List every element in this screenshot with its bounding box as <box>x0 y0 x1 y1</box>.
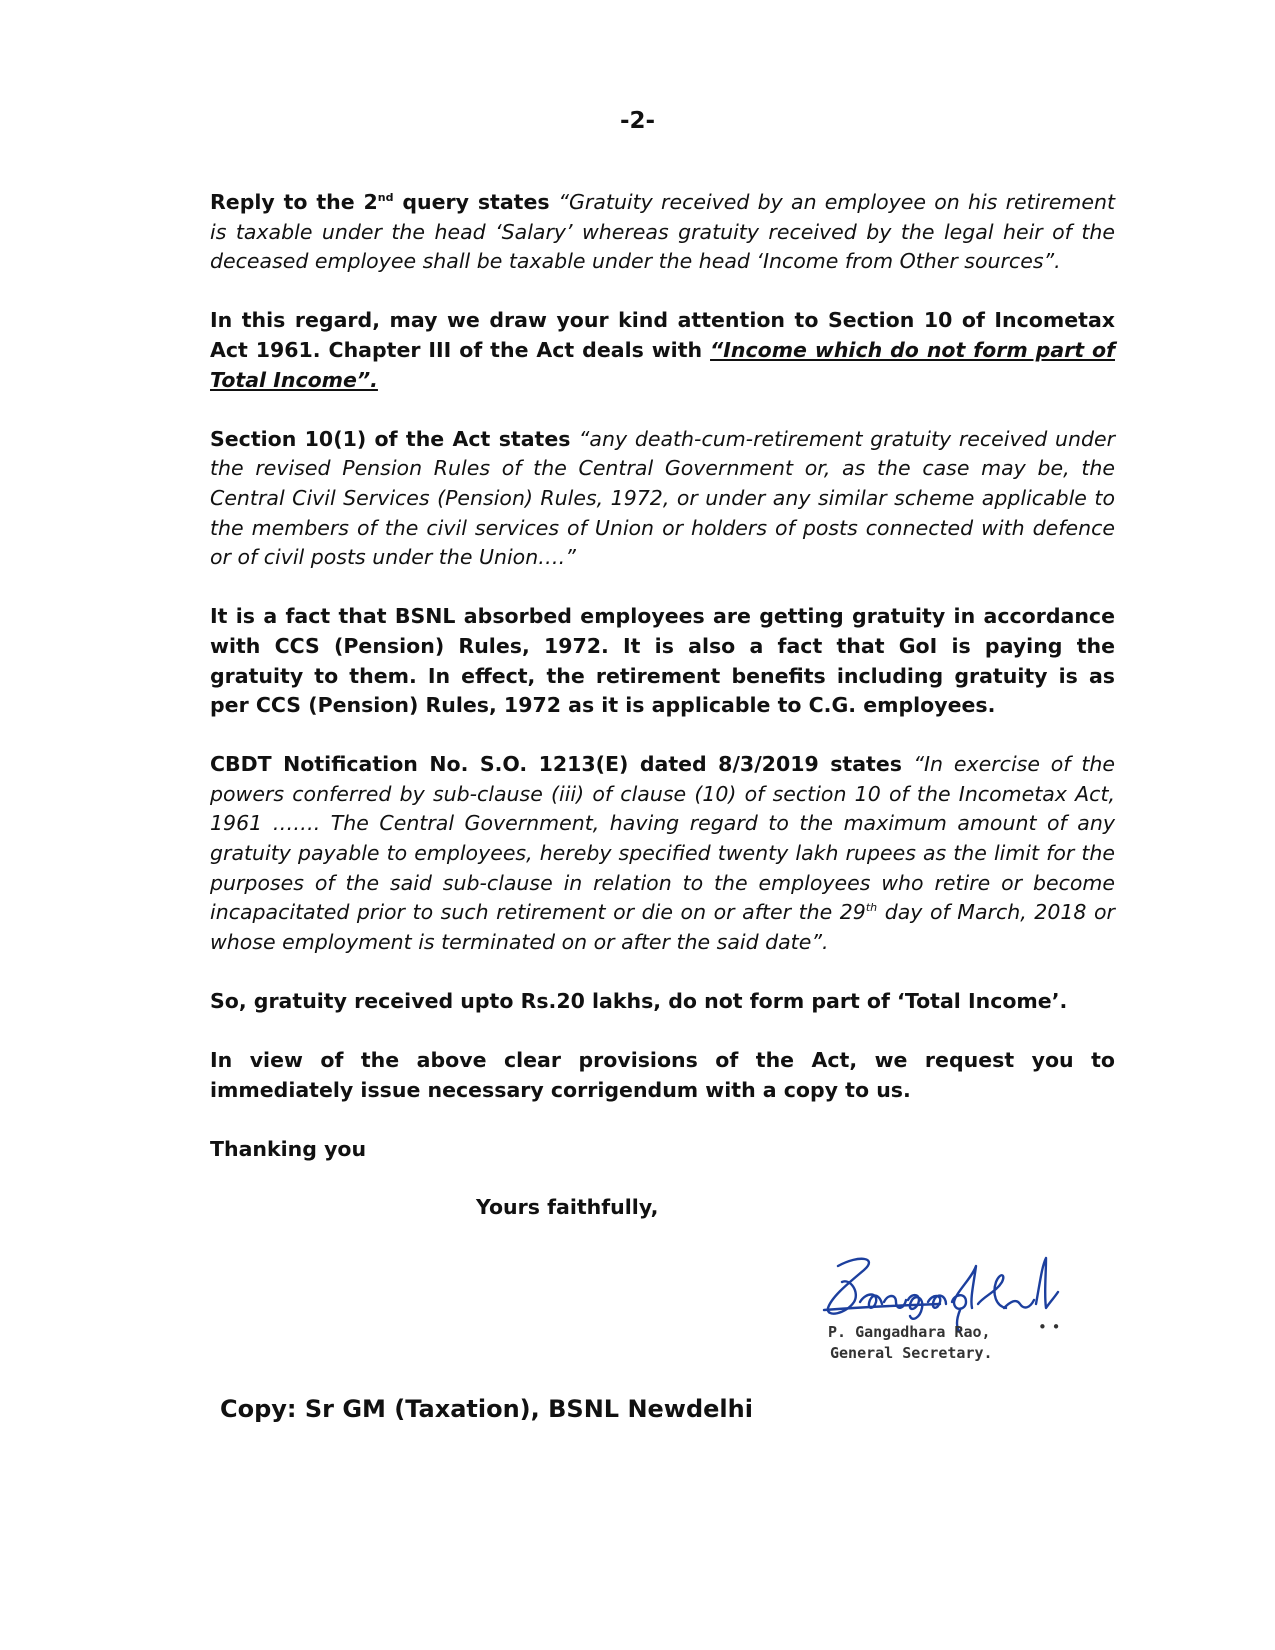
paragraph-section-10 <box>210 306 1115 395</box>
letter-body <box>210 188 1115 1194</box>
paragraph-lead: CBDT Notification No. S.O. 1213(E) dated 8/3/2019 states <box>210 752 914 777</box>
quoted-text: “Gratuity received by an employee on his retirement is taxable under the head ‘Salary’ whereas gratuity received by the legal heir of the deceased employee shall be taxable under the head ‘Income from Other sources”. <box>210 190 1115 274</box>
signature-block <box>820 1252 1080 1372</box>
quoted-text: “any death-cum-retirement gratuity received under the revised Pension Rules of the Central Government or, as the case may be, the Central Civil Services (Pension) Rules, 1972, or under any similar scheme applicable to the members of the civil services of Union or holders of posts connected with defence or of civil posts under the Union….” <box>210 426 1115 570</box>
ordinal-superscript: nd <box>377 191 394 205</box>
paragraph-cbdt-notification <box>210 750 1115 957</box>
quoted-text-cont: day of March, 2018 or whose employment is terminated on or after the said date”. <box>210 900 1115 954</box>
paragraph-lead: In this regard, may we draw your kind attention to Section 10 of Incometax Act 1961. Chapter III of the Act deals with <box>210 308 1115 362</box>
signer-dots: • • <box>1038 1318 1061 1336</box>
quoted-text: “In exercise of the powers conferred by sub-clause (iii) of clause (10) of section 10 of the Incometax Act, 1961 ……. The Central Government, having regard to the maximum amount of any gratuity payable to employees, hereby specified twenty lakh rupees as the limit for the purposes of the said sub-clause in relation to the employees who retire or become incapacitated prior to such retirement or die on or after the 29 <box>210 752 1115 925</box>
paragraph-section-10-1 <box>210 425 1115 573</box>
paragraph-reply-query <box>210 188 1115 277</box>
paragraph-lead: Section 10(1) of the Act states <box>210 426 579 451</box>
ordinal-superscript: th <box>865 901 878 915</box>
underlined-quote: “Income which do not form part of Total Income”. <box>210 337 1115 392</box>
signer-name: P. Gangadhara Rao, <box>828 1323 991 1341</box>
closing-salutation: Yours faithfully, <box>476 1195 659 1219</box>
paragraph-request: In view of the above clear provisions of the Act, we request you to immediately issue necessary corrigendum with a copy to us. <box>210 1048 1115 1102</box>
paragraph-lead-cont: query states <box>393 190 559 214</box>
paragraph-thanks: Thanking you <box>210 1137 367 1161</box>
paragraph-bsnl-fact: It is a fact that BSNL absorbed employees are getting gratuity in accordance with CCS (Pension) Rules, 1972. It is also a fact that GoI is paying the gratuity to them. In effect, the retirement benefits including gratuity is as per CCS (Pension) Rules, 1972 as it is applicable to C.G. employees. <box>210 604 1115 718</box>
signer-title: General Secretary. <box>830 1344 993 1362</box>
paragraph-lead: Reply to the 2 <box>210 190 378 214</box>
paragraph-conclusion: So, gratuity received upto Rs.20 lakhs, do not form part of ‘Total Income’. <box>210 989 1068 1014</box>
page-number: -2- <box>619 108 656 134</box>
copy-to-line: Copy: Sr GM (Taxation), BSNL Newdelhi <box>220 1395 753 1423</box>
